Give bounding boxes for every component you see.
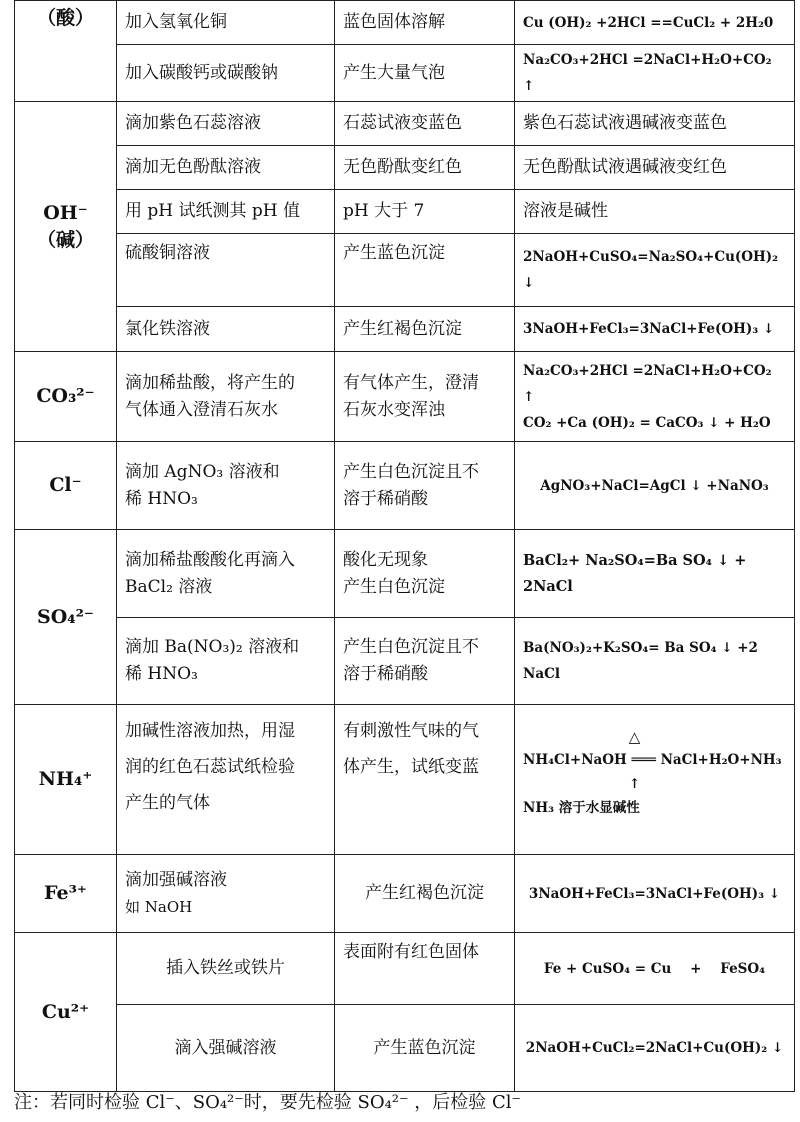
method-line: BaCl₂ 溶液 — [125, 576, 213, 597]
table-row — [15, 530, 795, 618]
phenomenon-line: 酸化无现象 — [343, 549, 428, 570]
phenomenon-line: 石灰水变浑浊 — [343, 399, 445, 420]
equation-note: NH₃ 溶于水显碱性 — [523, 800, 640, 816]
phenomenon-cell — [335, 618, 515, 705]
equation-cell: 紫色石蕊试液遇碱液变蓝色 — [515, 102, 795, 146]
ion-test-table — [14, 0, 795, 1092]
equation-cell — [515, 352, 795, 442]
method-cell — [117, 530, 335, 618]
equation-line: CO₂ +Ca (OH)₂ = CaCO₃ ↓ + H₂O — [523, 414, 771, 431]
method-line: 滴加 AgNO₃ 溶液和 — [125, 461, 280, 482]
table-row — [15, 307, 795, 352]
phenomenon-cell — [335, 352, 515, 442]
table-row — [15, 45, 795, 102]
method-line: 滴加 Ba(NO₃)₂ 溶液和 — [125, 637, 300, 657]
phenomenon-cell: 产生红褐色沉淀 — [335, 855, 515, 933]
method-line: 稀 HNO₃ — [125, 664, 198, 684]
equation-cell — [515, 234, 795, 307]
method-cell: 滴加无色酚酞溶液 — [117, 146, 335, 190]
method-cell — [117, 442, 335, 530]
phenomenon-line: 产生白色沉淀且不 — [343, 637, 479, 657]
method-cell: 插入铁丝或铁片 — [117, 933, 335, 1005]
phenomenon-cell — [335, 442, 515, 530]
method-line: 如 NaOH — [125, 897, 193, 916]
table-row — [15, 102, 795, 146]
table-row — [15, 190, 795, 234]
phenomenon-cell: 无色酚酞变红色 — [335, 146, 515, 190]
table-row — [15, 352, 795, 442]
phenomenon-cell: 蓝色固体溶解 — [335, 1, 515, 45]
phenomenon-cell — [335, 705, 515, 855]
method-line: 润的红色石蕊试纸检验 — [125, 757, 295, 777]
phenomenon-cell: 产生蓝色沉淀 — [335, 1005, 515, 1092]
table-row — [15, 618, 795, 705]
method-line: 稀 HNO₃ — [125, 488, 198, 509]
equation-cell: Fe + CuSO₄ = Cu + FeSO₄ — [515, 933, 795, 1005]
equation-line: NH₄Cl+NaOH ═══ NaCl+H₂O+NH₃ — [523, 752, 782, 768]
method-line: 滴加稀盐酸酸化再滴入 — [125, 549, 295, 570]
method-line: 产生的气体 — [125, 793, 210, 813]
method-cell — [117, 855, 335, 933]
method-line: 气体通入澄清石灰水 — [125, 399, 278, 420]
ion-cell-cu: Cu²⁺ — [15, 933, 117, 1092]
table-row — [15, 234, 795, 307]
phenomenon-line: 有气体产生，澄清 — [343, 372, 479, 393]
phenomenon-cell — [335, 530, 515, 618]
ion-cell-so4: SO₄²⁻ — [15, 530, 117, 705]
phenomenon-cell: 产生红褐色沉淀 — [335, 307, 515, 352]
phenomenon-line: 有刺激性气味的气 — [343, 721, 479, 741]
equation-cell: Ba(NO₃)₂+K₂SO₄= Ba SO₄ ↓ +2 NaCl — [515, 618, 795, 705]
phenomenon-cell: 石蕊试液变蓝色 — [335, 102, 515, 146]
equation-cell: AgNO₃+NaCl=AgCl ↓ +NaNO₃ — [515, 442, 795, 530]
ion-sublabel: （碱） — [36, 228, 94, 251]
phenomenon-line: 溶于稀硝酸 — [343, 664, 428, 684]
heating-condition-icon: △ — [628, 728, 641, 746]
method-line: 滴加强碱溶液 — [125, 869, 227, 890]
phenomenon-cell: pH 大于 7 — [335, 190, 515, 234]
table-row — [15, 146, 795, 190]
gas-arrow: ↑ — [628, 776, 641, 792]
table-row — [15, 442, 795, 530]
phenomenon-cell: 产生蓝色沉淀 — [335, 234, 515, 307]
method-line: 滴加稀盐酸，将产生的 — [125, 372, 295, 393]
equation-cell: Cu (OH)₂ +2HCl ==CuCl₂ + 2H₂0 — [515, 1, 795, 45]
method-cell: 滴加紫色石蕊溶液 — [117, 102, 335, 146]
method-cell: 用 pH 试纸测其 pH 值 — [117, 190, 335, 234]
ion-cell-acid: （酸） — [15, 1, 117, 102]
method-cell — [117, 705, 335, 855]
method-cell: 加入碳酸钙或碳酸钠 — [117, 45, 335, 102]
phenomenon-line: 产生白色沉淀且不 — [343, 461, 479, 482]
table-row — [15, 933, 795, 1005]
ion-cell-cl: Cl⁻ — [15, 442, 117, 530]
equation-cell: 2NaOH+CuCl₂=2NaCl+Cu(OH)₂ ↓ — [515, 1005, 795, 1092]
method-line: 加碱性溶液加热，用湿 — [125, 721, 295, 741]
footnote: 注：若同时检验 Cl⁻、SO₄²⁻时，要先检验 SO₄²⁻ ，后检验 Cl⁻ — [14, 1092, 521, 1113]
method-cell — [117, 618, 335, 705]
ion-label: OH⁻ — [43, 201, 88, 224]
equation-cell: Na₂CO₃+2HCl =2NaCl+H₂O+CO₂ ↑ — [515, 45, 795, 102]
table-row — [15, 705, 795, 855]
phenomenon-line: 溶于稀硝酸 — [343, 488, 428, 509]
equation-cell: BaCl₂+ Na₂SO₄=Ba SO₄ ↓ + 2NaCl — [515, 530, 795, 618]
ion-cell-oh — [15, 102, 117, 352]
precipitate-arrow: ↓ — [523, 275, 535, 291]
equation-cell: 无色酚酞试液遇碱液变红色 — [515, 146, 795, 190]
method-cell: 硫酸铜溶液 — [117, 234, 335, 307]
phenomenon-line: 产生白色沉淀 — [343, 576, 445, 597]
equation-line: Na₂CO₃+2HCl =2NaCl+H₂O+CO₂ ↑ — [523, 362, 772, 405]
table-row — [15, 1, 795, 45]
equation-cell: 3NaOH+FeCl₃=3NaCl+Fe(OH)₃ ↓ — [515, 855, 795, 933]
equation-cell: 3NaOH+FeCl₃=3NaCl+Fe(OH)₃ ↓ — [515, 307, 795, 352]
method-cell: 氯化铁溶液 — [117, 307, 335, 352]
ion-cell-co3: CO₃²⁻ — [15, 352, 117, 442]
ion-cell-nh4: NH₄⁺ — [15, 705, 117, 855]
method-cell: 加入氢氧化铜 — [117, 1, 335, 45]
equation-cell — [515, 705, 795, 855]
ion-cell-fe: Fe³⁺ — [15, 855, 117, 933]
table-row — [15, 1005, 795, 1092]
phenomenon-cell: 产生大量气泡 — [335, 45, 515, 102]
phenomenon-line: 体产生，试纸变蓝 — [343, 757, 479, 777]
equation-line: 2NaOH+CuSO₄=Na₂SO₄+Cu(OH)₂ — [523, 249, 779, 265]
equation-cell: 溶液是碱性 — [515, 190, 795, 234]
phenomenon-cell: 表面附有红色固体 — [335, 933, 515, 1005]
table-row — [15, 855, 795, 933]
method-cell — [117, 352, 335, 442]
method-cell: 滴入强碱溶液 — [117, 1005, 335, 1092]
